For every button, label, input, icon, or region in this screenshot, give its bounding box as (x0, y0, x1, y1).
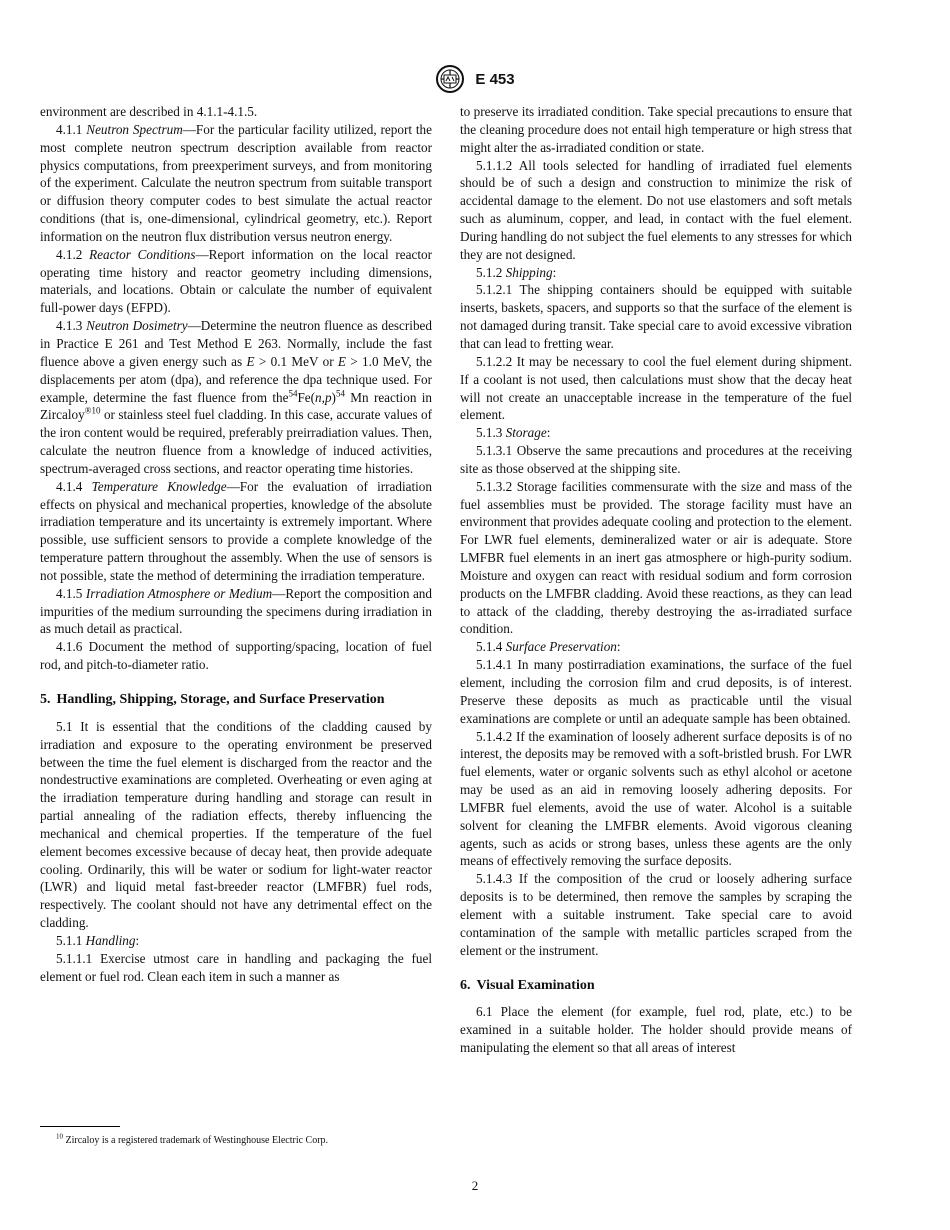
page-number: 2 (471, 1178, 479, 1193)
paragraph-5-1-4-2: 5.1.4.2 If the examination of loosely adherent surface deposits is of no interest, the deposits may be removed with a soft-bristled brush. For LWR fuel elements, water or organic solvents such as ethyl alcohol or acetone may be used as an aid in removing loosely adhering deposits. For LMFBR fuel elements, avoid the use of water. Alcohol is a suitable solvent for cleaning the LMFBR elements. Avoid vigorous cleaning agents, such as acids or strong bases, unless these agents are the only means of effectively removing the surface deposits. (460, 728, 852, 869)
paragraph-5-1-1-2: 5.1.1.2 All tools selected for handling of irradiated fuel elements should be of such a design and construction to minimize the risk of accidental damage to the element. Do not use elastomers and soft metals such as aluminum, copper, and lead, in contact with the fuel element. During handling do not subject the fuel elements to any stresses for which they are not designed. (460, 157, 852, 262)
page-header (0, 64, 950, 94)
paragraph-5-1-4: 5.1.4 Surface Preservation: (476, 639, 621, 655)
paragraph-5-1-1: 5.1.1 Handling: (56, 932, 140, 948)
paragraph-5-1-3-2: 5.1.3.2 Storage facilities commensurate with the size and mass of the fuel assemblies must be provided. The storage facility must have an environment that provides adequate cooling and protection to the element. For LWR fuel elements, demineralized water or air is adequate. Store LMFBR fuel elements in an inert gas atmosphere or high-purity sodium. Moisture and oxygen can react with residual sodium and form corrosion products on the LMFBR cladding. Avoid these reactions, as they can lead to attack of the cladding, thereby destroying the as-irradiated surface condition. (460, 478, 852, 637)
paragraph-5-1-3: 5.1.3 Storage: (476, 425, 551, 441)
paragraph: environment are described in 4.1.1-4.1.5. (40, 104, 258, 119)
right-column (460, 103, 852, 1057)
paragraph-5-1-2-2: 5.1.2.2 It may be necessary to cool the fuel element during shipment. If a coolant is not used, then calculations must show that the decay heat will not create an unacceptable increase in the temperature of the fuel element. (460, 353, 852, 423)
paragraph-4-1-1: 4.1.1 Neutron Spectrum—For the particular facility utilized, report the most complete neutron spectrum description available from reactor physics computations, from preexperiment surveys, and from monitoring of the experiment. Calculate the neutron spectrum from suitable transport or diffusion theory computer codes to best simulate the actual reactor conditions (that is, one-dimensional, cylindrical geometry, etc.). Report information on the neutron flux distribution versus neutron energy. (40, 121, 433, 244)
footnote-divider (40, 1126, 120, 1127)
paragraph-5-1-3-1: 5.1.3.1 Observe the same precautions and procedures at the receiving site as those observed at the shipping site. (460, 443, 852, 476)
astm-logo-icon (435, 64, 465, 94)
paragraph-5-1: 5.1 It is essential that the conditions of the cladding caused by irradiation and exposure to the operating environment be preserved between the time the fuel element is discharged from the reactor and the nondestructive examinations are completed. Overheating or even aging at the irradiation temperature during handling and storage can result in partial annealing of the radiation effects, thereby influencing the mechanical and chemical properties. If the temperature of the fuel element becomes excessive because of decay heat, then provide adequate cooling. Ordinarily, this will be water or sodium for light-water reactor (LWR) and liquid metal fast-breeder reactor (LMFBR) fuel rods, respectively. The coolant should not have any detrimental effect on the cladding. (40, 718, 432, 931)
paragraph-4-1-2: 4.1.2 Reactor Conditions—Report information on the local reactor operating time history and reactor geometry including dimensions, materials, and locations. Obtain or calculate the number of equivalent full-power days (EFPD). (40, 246, 433, 316)
paragraph-4-1-4: 4.1.4 Temperature Knowledge—For the evaluation of irradiation effects on physical and mechanical properties, knowledge of the absolute irradiation temperature and its uncertainty is extremely important. Where possible, use sufficient sensors to provide a complete knowledge of the temperature pattern throughout the assembly. When the use of sensors is not possible, state the method of determining the irradiation temperature. (40, 478, 432, 583)
paragraph-4-1-6: 4.1.6 Document the method of supporting/spacing, location of fuel rod, and pitch-to-diameter ratio. (40, 639, 432, 673)
footnote: $^{10}$ Zircaloy is a registered trademark of Westinghouse Electric Corp. (56, 1132, 329, 1146)
left-column (40, 103, 432, 986)
section-6-heading: 6. Visual Examination (460, 977, 595, 993)
paragraph-5-1-4-1: 5.1.4.1 In many postirradiation examinations, the surface of the fuel element, including the corrosion film and crud deposits, is of interest. Preserve these deposits as much as practicable until the visual examinations are complete or until an adequate sample has been obtained. (460, 657, 852, 726)
section-5-heading: 5. Handling, Shipping, Storage, and Surface Preservation (40, 692, 385, 707)
paragraph: to preserve its irradiated condition. Take special precautions to ensure that the cleaning procedure does not entail high temperature or high stress that might alter the as-irradiated condition or state. (460, 104, 852, 155)
paragraph-5-1-2: 5.1.2 Shipping: (476, 264, 557, 280)
paragraph-5-1-1-1: 5.1.1.1 Exercise utmost care in handling and packaging the fuel element or fuel rod. Clean each item in such a manner as (40, 950, 432, 984)
paragraph-5-1-2-1: 5.1.2.1 The shipping containers should be equipped with suitable inserts, baskets, spacers, and supports so that the surface of the element is not damaged during transit. Take special care to avoid excessive vibration that can lead to fretting wear. (460, 282, 852, 351)
paragraph-4-1-3: 4.1.3 Neutron Dosimetry—Determine the neutron fluence as described in Practice E 261 and Test Method E 263. Normally, include the fast fluence above a given energy such as E > 0.1 MeV or E > 1.0 MeV, the displacements per atom (dpa), and reference the dpa technique used. For example, determine the fast fluence from $the^{54}Fe(n,p)^{54}$ Mn reaction in Zircaloy$^{®10}$ or stainless steel fuel cladding. In this case, accurate values of the iron content would be required, preferably preirradiation values. Then, calculate the neutron fluence from a knowledge of induced activities, spectrum-averaged cross sections, and reactor operating time histories. (40, 318, 433, 476)
paragraph-4-1-5: 4.1.5 Irradiation Atmosphere or Medium—Report the composition and impurities of the medium surrounding the specimens during irradiation in as much detail as practical. (40, 585, 432, 637)
standard-designation: E 453 (475, 70, 515, 88)
paragraph-5-1-4-3: 5.1.4.3 If the composition of the crud or loosely adhering surface deposits is to be determined, then remove the samples by scraping the element with a suitable instrument. Take special care to avoid contamination of the sample with metallic particles scraped from the element or the instrument. (460, 871, 852, 958)
paragraph-6-1: 6.1 Place the element (for example, fuel rod, plate, etc.) to be examined in a suitable holder. The holder should provide means of manipulating the element so that all areas of interest (460, 1004, 852, 1056)
